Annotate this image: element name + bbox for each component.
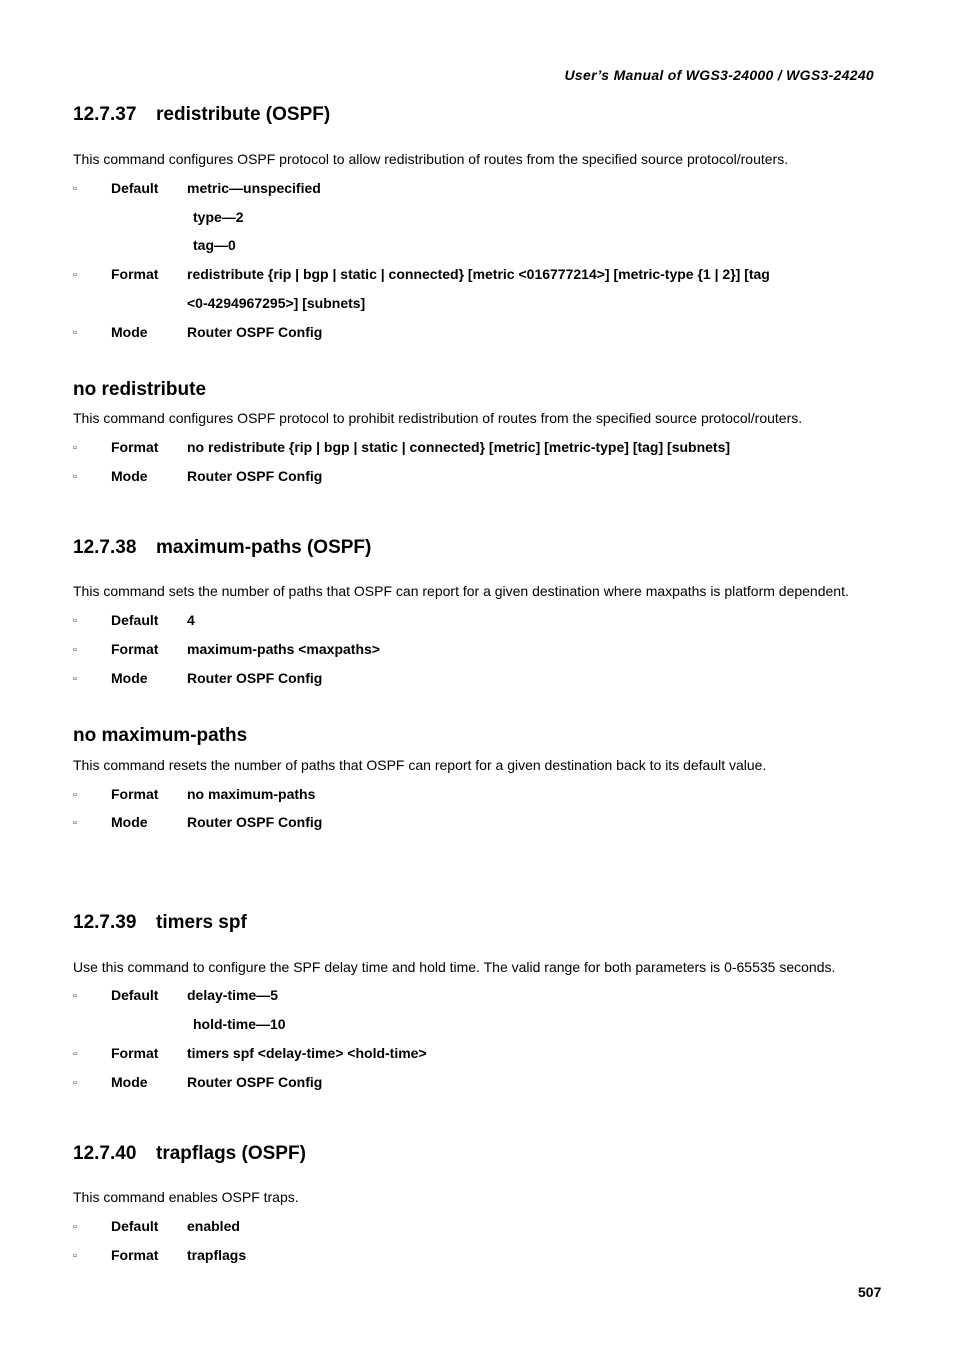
format-label: Format (111, 1247, 159, 1263)
bullet-icon: ▫ (73, 644, 77, 656)
format-label: Format (111, 439, 159, 455)
section-description: This command sets the number of paths that OSPF can report for a given destination where maxpaths is platform dependent. (73, 583, 849, 599)
section-description: Use this command to configure the SPF delay time and hold time. The valid range for both parameters is 0-65535 seconds. (73, 959, 836, 975)
section-number: 12.7.37 (73, 104, 137, 125)
default-label: Default (111, 180, 159, 196)
bullet-icon: ▫ (73, 183, 77, 195)
mode-value: Router OSPF Config (187, 670, 323, 686)
section-description: This command resets the number of paths that OSPF can report for a given destination back to its default value. (73, 757, 767, 773)
document-header: User’s Manual of WGS3-24000 / WGS3-24240 (564, 67, 874, 83)
subsection-title: no redistribute (73, 379, 207, 400)
format-value: trapflags (187, 1247, 247, 1263)
format-label: Format (111, 641, 159, 657)
section-title: maximum-paths (OSPF) (156, 537, 372, 558)
default-label: Default (111, 1218, 159, 1234)
format-label: Format (111, 1045, 159, 1061)
mode-label: Mode (111, 1074, 148, 1090)
default-value: enabled (187, 1218, 240, 1234)
page-number: 507 (858, 1284, 882, 1300)
bullet-icon: ▫ (73, 327, 77, 339)
format-value: <0-4294967295>] [subnets] (187, 295, 366, 311)
mode-label: Mode (111, 468, 148, 484)
default-label: Default (111, 987, 159, 1003)
format-value: no maximum-paths (187, 786, 316, 802)
default-value: type—2 (193, 209, 244, 225)
format-value: maximum-paths <maxpaths> (187, 641, 380, 657)
section-description: This command configures OSPF protocol to allow redistribution of routes from the specified source protocol/routers. (73, 151, 789, 167)
section-title: timers spf (156, 912, 247, 933)
bullet-icon: ▫ (73, 1221, 77, 1233)
bullet-icon: ▫ (73, 817, 77, 829)
default-value: delay-time—5 (187, 987, 279, 1003)
section-description: This command configures OSPF protocol to prohibit redistribution of routes from the specified source protocol/routers. (73, 410, 803, 426)
section-number: 12.7.39 (73, 912, 137, 933)
bullet-icon: ▫ (73, 990, 77, 1002)
bullet-icon: ▫ (73, 615, 77, 627)
subsection-title: no maximum-paths (73, 725, 248, 746)
bullet-icon: ▫ (73, 1048, 77, 1060)
bullet-icon: ▫ (73, 471, 77, 483)
default-value: metric—unspecified (187, 180, 321, 196)
mode-value: Router OSPF Config (187, 324, 323, 340)
bullet-icon: ▫ (73, 442, 77, 454)
mode-label: Mode (111, 670, 148, 686)
format-value: timers spf <delay-time> <hold-time> (187, 1045, 427, 1061)
default-value: tag—0 (193, 237, 236, 253)
section-heading-maximum-paths (73, 537, 371, 559)
format-value: no redistribute {rip | bgp | static | connected} [metric] [metric-type] [tag] [subnets] (187, 439, 731, 455)
mode-value: Router OSPF Config (187, 814, 323, 830)
format-value: redistribute {rip | bgp | static | connected} [metric <016777214>] [metric-type {1 | 2}] [tag (187, 266, 770, 282)
bullet-icon: ▫ (73, 1250, 77, 1262)
section-heading-timers-spf (73, 912, 247, 934)
mode-value: Router OSPF Config (187, 1074, 323, 1090)
section-number: 12.7.40 (73, 1143, 137, 1164)
section-heading-trapflags (73, 1143, 306, 1165)
bullet-icon: ▫ (73, 1077, 77, 1089)
format-label: Format (111, 786, 159, 802)
bullet-icon: ▫ (73, 269, 77, 281)
section-title: redistribute (OSPF) (156, 104, 331, 125)
default-value: 4 (187, 612, 195, 628)
section-title: trapflags (OSPF) (156, 1143, 306, 1164)
bullet-icon: ▫ (73, 673, 77, 685)
mode-label: Mode (111, 324, 148, 340)
section-description: This command enables OSPF traps. (73, 1189, 299, 1205)
default-label: Default (111, 612, 159, 628)
section-number: 12.7.38 (73, 537, 137, 558)
format-label: Format (111, 266, 159, 282)
section-heading-redistribute (73, 104, 330, 126)
bullet-icon: ▫ (73, 789, 77, 801)
default-value: hold-time—10 (193, 1016, 286, 1032)
mode-label: Mode (111, 814, 148, 830)
mode-value: Router OSPF Config (187, 468, 323, 484)
